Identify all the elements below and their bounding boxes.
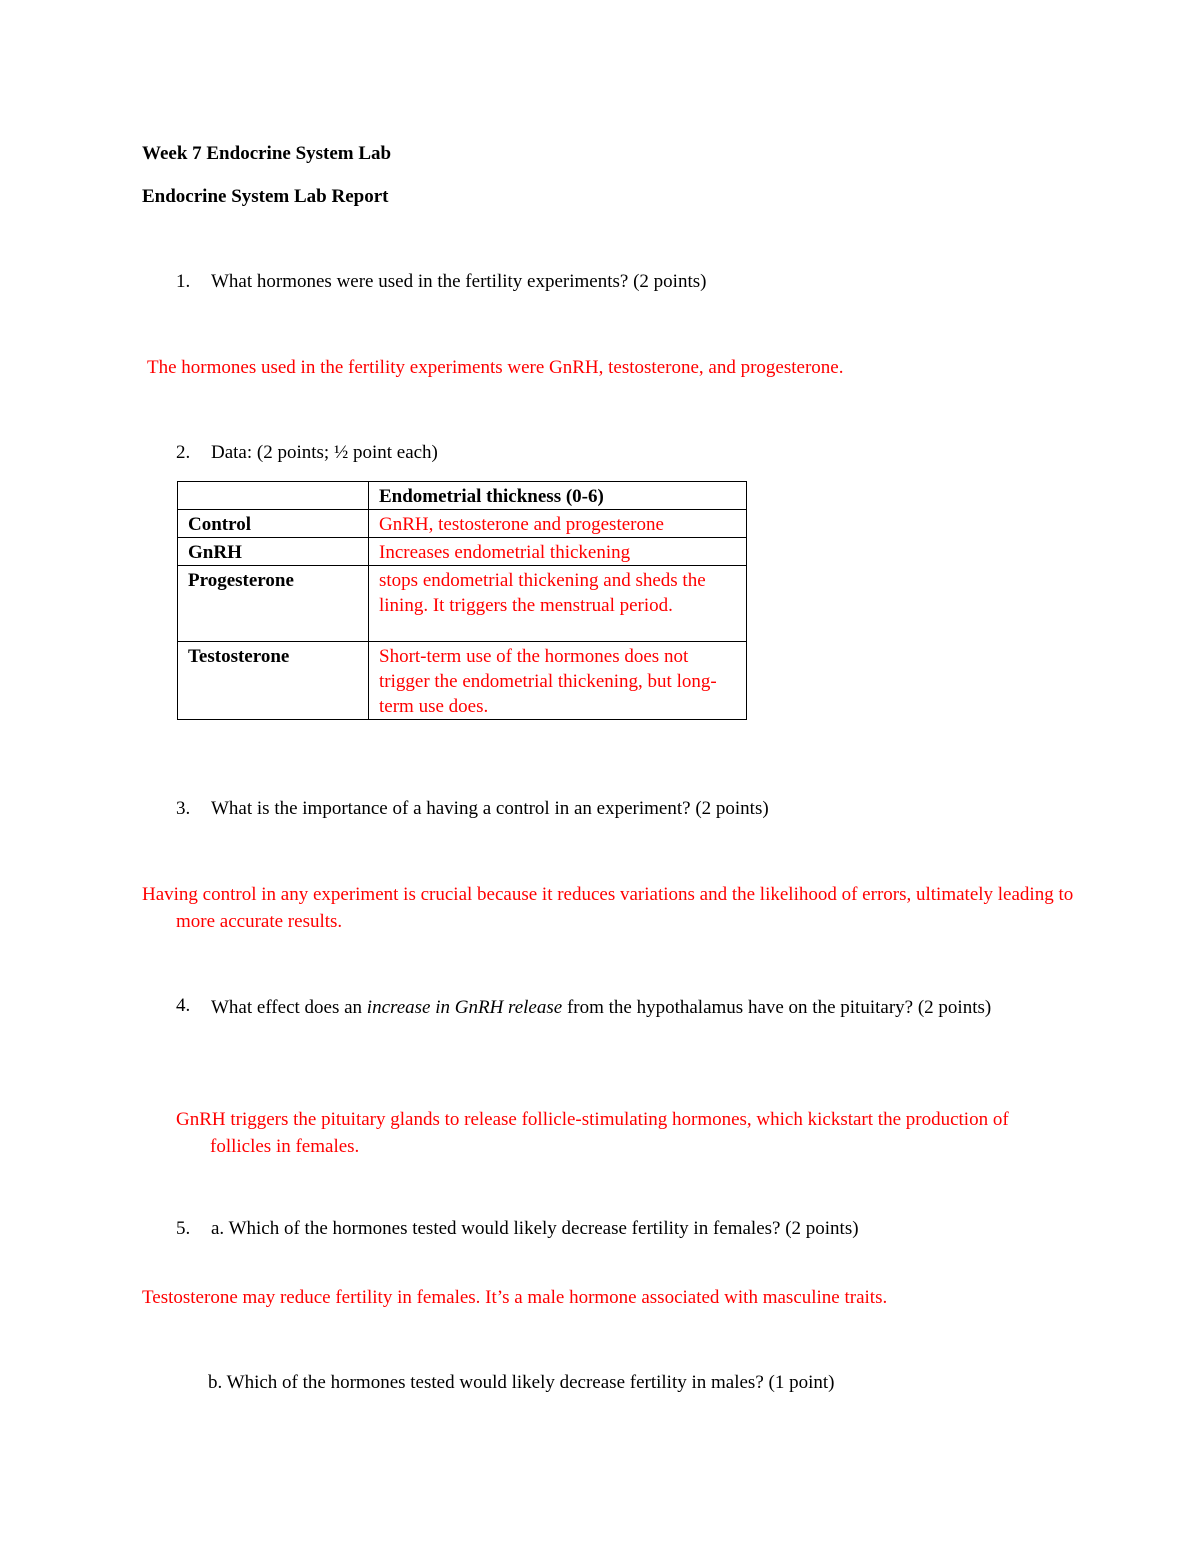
table-header-empty-cell <box>178 482 369 510</box>
table-row <box>178 482 747 510</box>
table-row <box>178 538 747 566</box>
table-row-value: GnRH, testosterone and progesterone <box>369 510 747 538</box>
table-row-value: Short-term use of the hormones does not trigger the endometrial thickening, but long-term use does. <box>369 642 747 720</box>
question-5a-text: a. Which of the hormones tested would likely decrease fertility in females? (2 points) <box>211 1218 859 1239</box>
table-row-label: Testosterone <box>178 642 369 720</box>
question-5-number: 5. <box>176 1218 191 1239</box>
answer-4: GnRH triggers the pituitary glands to release follicle-stimulating hormones, which kickstart the production of follicles in females. <box>176 1109 1009 1157</box>
question-4-text-start: What effect does an <box>211 997 367 1018</box>
table-row-value: Increases endometrial thickening <box>369 538 747 566</box>
question-4-number: 4. <box>176 995 191 1016</box>
question-2-text: Data: (2 points; ½ point each) <box>211 442 438 463</box>
endometrial-data-table <box>177 481 747 720</box>
question-3-text: What is the importance of a having a control in an experiment? (2 points) <box>211 798 769 819</box>
document-subtitle: Endocrine System Lab Report <box>142 186 389 207</box>
table-row-value: stops endometrial thickening and sheds the lining. It triggers the menstrual period. <box>369 566 747 642</box>
answer-5a: Testosterone may reduce fertility in females. It’s a male hormone associated with masculine traits. <box>142 1287 888 1308</box>
table-row <box>178 566 747 642</box>
table-header-endometrial-thickness: Endometrial thickness (0-6) <box>369 482 747 510</box>
table-row-label: Control <box>178 510 369 538</box>
question-3-number: 3. <box>176 798 191 819</box>
question-5b-text: b. Which of the hormones tested would likely decrease fertility in males? (1 point) <box>208 1372 835 1393</box>
question-1-number: 1. <box>176 271 191 292</box>
table-row <box>178 510 747 538</box>
question-4-text-emphasis: increase in GnRH release <box>366 997 563 1018</box>
answer-3: Having control in any experiment is crucial because it reduces variations and the likelihood of errors, ultimately leading to more accurate results. <box>142 884 1074 932</box>
document-title: Week 7 Endocrine System Lab <box>142 143 392 164</box>
question-1-text: What hormones were used in the fertility experiments? (2 points) <box>211 271 707 292</box>
question-4-text <box>211 995 1061 1021</box>
table-row <box>178 642 747 720</box>
table-row-label: GnRH <box>178 538 369 566</box>
question-4-text-end: from the hypothalamus have on the pituitary? (2 points) <box>562 997 992 1018</box>
table-row-label: Progesterone <box>178 566 369 642</box>
answer-1: The hormones used in the fertility experiments were GnRH, testosterone, and progesterone. <box>147 357 844 378</box>
question-2-number: 2. <box>176 442 191 463</box>
